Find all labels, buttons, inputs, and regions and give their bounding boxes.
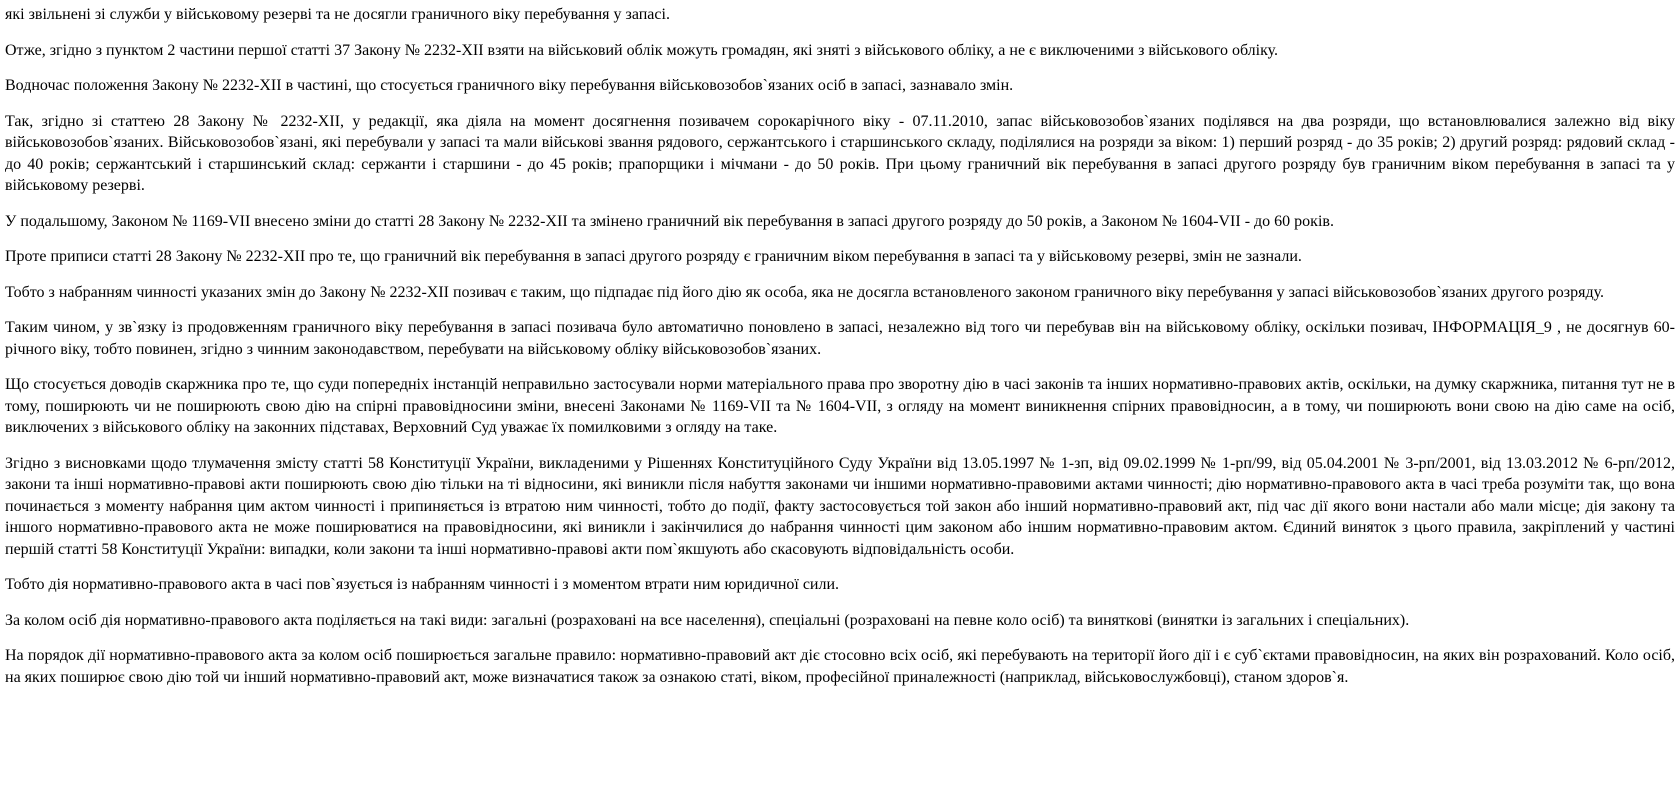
paragraph: Отже, згідно з пунктом 2 частини першої статті 37 Закону № 2232-XII взяти на військовий облік можуть громадян, які зняті з військового обліку, а не є виключеними з військового обліку. [5, 41, 1279, 59]
paragraph: які звільнені зі служби у військовому резерві та не досягли граничного віку перебування у запасі. [5, 6, 670, 23]
paragraph: Водночас положення Закону № 2232-XII в частині, що стосується граничного віку перебування військовозобов`язаних осіб в запасі, зазнавало змін. [5, 77, 1014, 94]
paragraph: За колом осіб дія нормативно-правового акта поділяється на такі види: загальні (розраховані на все населення), спеціальні (розраховані на певне коло осіб) та виняткові (винятки із загальних і спеціальних). [5, 611, 1410, 629]
paragraph: Таким чином, у зв`язку із продовженням граничного віку перебування в запасі позивача було автоматично поновлено в запасі, незалежно від того чи перебував він на військовому обліку, оскільки позивач, ІНФОРМАЦІЯ_9 , не досягнув 60-річного віку, тобто повинен, згідно з чинним законодавством, перебувати на військовому обліку військовозобов`язаних. [5, 319, 1675, 358]
paragraph: На порядок дії нормативно-правового акта за колом осіб поширюється загальне правило: нормативно-правовий акт діє стосовно всіх осіб, які перебувають на території його дії і є суб`єктами правовідносин, на яких він розрахований. Коло осіб, на яких поширює свою дію той чи інший нормативно-правовий акт, може визначатися також за ознакою статі, віком, професійної приналежності (наприклад, військовослужбовці), станом здоров`я. [5, 647, 1675, 686]
document-body [5, 4, 1675, 702]
paragraph: Тобто з набранням чинності указаних змін до Закону № 2232-XII позивач є таким, що підпадає під його дію як особа, яка не досягла встановленого законом граничного віку перебування у запасі військовозобов`язаних другого розряду. [5, 283, 1605, 301]
paragraph: Так, згідно зі статтею 28 Закону № 2232-XII, у редакції, яка діяла на момент досягнення позивачем сорокарічного віку - 07.11.2010, запас військовозобов`язаних поділявся на два розряди, що встановлювалися залежно від віку військовозобов`язаних. Військовозобов`язані, які перебували у запасі та мали військові звання рядового, сержантського і старшинського складу, поділялися на розряди за віком: 1) перший розряд - до 35 років; 2) другий розряд: рядовий склад - до 40 років; сержантський і старшинський склад: сержанти і старшини - до 45 років; прапорщики і мічмани - до 50 років. При цьому граничний вік перебування в запасі другого розряду був граничним віком перебування в запасі та у військовому резерві. [5, 112, 1675, 194]
paragraph: Згідно з висновками щодо тлумачення змісту статті 58 Конституції України, викладеними у Рішеннях Конституційного Суду України від 13.05.1997 № 1-зп, від 09.02.1999 № 1-рп/99, від 05.04.2001 № 3-рп/2001, від 13.03.2012 № 6-рп/2012, закони та інші нормативно-правові акти поширюють свою дію тільки на ті відносини, які виникли після набуття законами чи іншими нормативно-правовими актами чинності; дію нормативно-правового акта в часі треба розуміти так, що вона починається з моменту набрання цим актом чинності і припиняється із втратою ним чинності, тобто до події, факту застосовується той закон або інший нормативно-правовий акт, під час дії якого вони настали або мали місце; дія закону та іншого нормативно-правового акта не може поширюватися на правовідносини, які виникли і закінчилися до набрання чинності цим законом або іншим нормативно-правовим актом. Єдиний виняток з цього правила, закріплений у частині першій статті 58 Конституції України: випадки, коли закони та інші нормативно-правові акти пом`якшують або скасовують відповідальність особи. [5, 454, 1675, 558]
paragraph: Тобто дія нормативно-правового акта в часі пов`язується із набранням чинності і з моментом втрати ним юридичної сили. [5, 576, 840, 593]
paragraph: Що стосується доводів скаржника про те, що суди попередніх інстанцій неправильно застосували норми матеріального права про зворотну дію в часі законів та інших нормативно-правових актів, оскільки, на думку скаржника, питання тут не в тому, поширюють чи не поширюють свою дію на спірні правовідносини зміни, внесені Законами № 1169-VII та № 1604-VII, з огляду на момент виникнення спірних правовідносин, а в тому, чи поширюють вони свою на дію саме на осіб, виключених з військового обліку на законних підставах, Верховний Суд уважає їх помилковими з огляду на таке. [5, 376, 1675, 436]
paragraph: Проте приписи статті 28 Закону № 2232-XII про те, що граничний вік перебування в запасі другого розряду є граничним віком перебування в запасі та у військовому резерві, змін не зазнали. [5, 248, 1302, 265]
paragraph: У подальшому, Законом № 1169-VII внесено зміни до статті 28 Закону № 2232-XII та змінено граничний вік перебування в запасі другого розряду до 50 років, а Законом № 1604-VII - до 60 років. [5, 212, 1334, 230]
